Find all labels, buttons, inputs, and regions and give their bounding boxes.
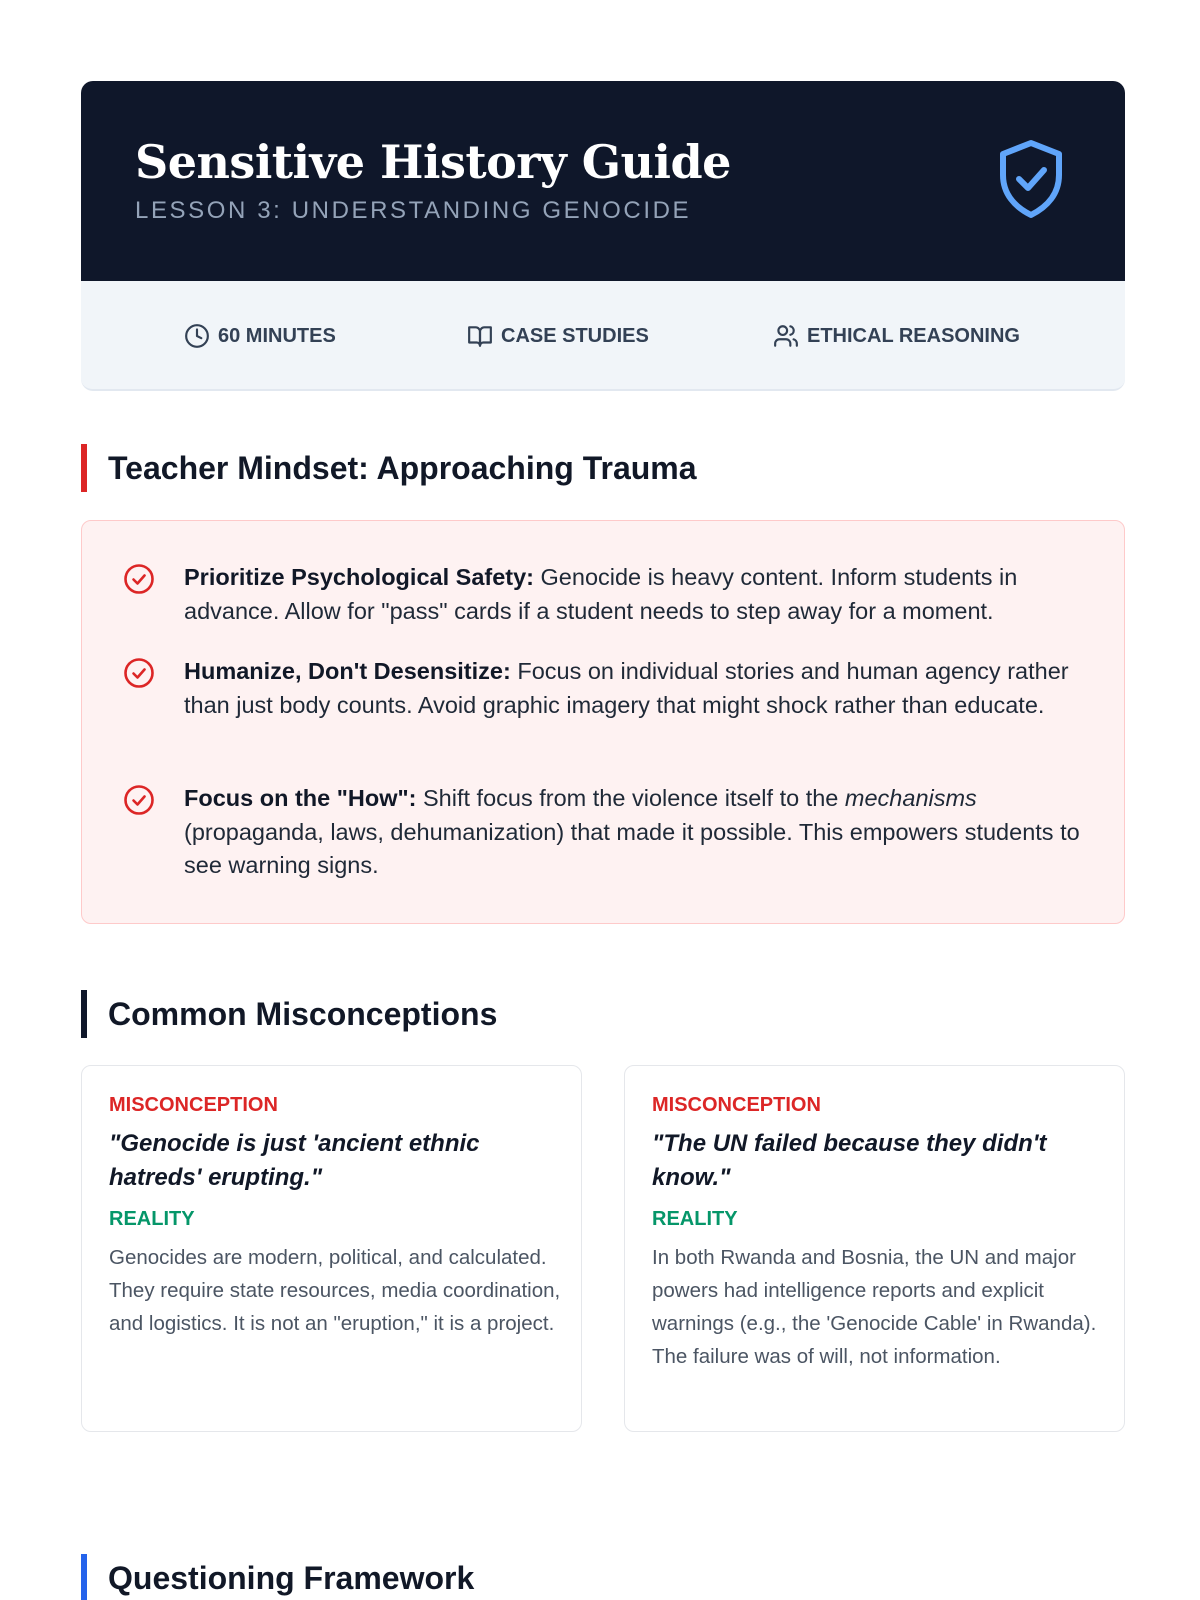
clock-icon bbox=[184, 323, 210, 349]
check-circle-icon bbox=[123, 784, 155, 816]
mindset-item-title: Prioritize Psychological Safety: bbox=[184, 564, 534, 590]
lesson-header bbox=[81, 81, 1125, 281]
reality-text: Genocides are modern, political, and calculated. They require state resources, media coordination, and logistics. It is not an "eruption," it is a project. bbox=[109, 1246, 561, 1335]
meta-duration-label: 60 MINUTES bbox=[218, 324, 336, 347]
reality-label: REALITY bbox=[652, 1208, 738, 1230]
mindset-item-body: Focus on individual stories and human agency rather than just body counts. Avoid graphic imagery that might shock rather than educate. bbox=[184, 658, 1069, 718]
misconception-label: MISCONCEPTION bbox=[109, 1094, 278, 1116]
mindset-text bbox=[184, 561, 1084, 628]
meta-skill-label: ETHICAL REASONING bbox=[807, 324, 1020, 347]
meta-skill bbox=[773, 321, 1020, 351]
book-open-icon bbox=[467, 323, 493, 349]
check-circle-icon bbox=[123, 657, 155, 689]
teacher-mindset-box bbox=[81, 520, 1125, 924]
section-heading-misconceptions: Common Misconceptions bbox=[81, 990, 497, 1038]
users-icon bbox=[773, 323, 799, 349]
misconception-quote: "The UN failed because they didn't know." bbox=[652, 1130, 1047, 1191]
misconception-label: MISCONCEPTION bbox=[652, 1094, 821, 1116]
mindset-text bbox=[184, 655, 1084, 722]
mindset-item-body: (propaganda, laws, dehumanization) that made it possible. This empowers students to see warning signs. bbox=[184, 818, 1080, 878]
shield-check-icon bbox=[995, 139, 1067, 219]
mindset-item-emphasis: mechanisms bbox=[844, 785, 977, 811]
lesson-meta-bar bbox=[81, 281, 1125, 391]
misconception-card bbox=[624, 1065, 1125, 1432]
section-heading-teacher-mindset: Teacher Mindset: Approaching Trauma bbox=[81, 444, 697, 492]
mindset-item-title: Focus on the "How": bbox=[184, 785, 417, 811]
meta-format bbox=[467, 321, 649, 351]
misconception-quote: "Genocide is just 'ancient ethnic hatreds' erupting." bbox=[109, 1130, 480, 1191]
meta-duration bbox=[184, 321, 336, 351]
reality-text: In both Rwanda and Bosnia, the UN and major powers had intelligence reports and explicit warnings (e.g., the 'Genocide Cable' in Rwanda). The failure was of will, not information. bbox=[652, 1246, 1097, 1368]
misconception-card bbox=[81, 1065, 582, 1432]
mindset-item-body: Shift focus from the violence itself to the bbox=[416, 785, 845, 811]
section-heading-questioning-framework: Questioning Framework bbox=[81, 1554, 474, 1600]
meta-format-label: CASE STUDIES bbox=[501, 324, 649, 347]
page-title: Sensitive History Guide bbox=[135, 135, 731, 189]
mindset-item-title: Humanize, Don't Desensitize: bbox=[184, 658, 511, 684]
reality-label: REALITY bbox=[109, 1208, 195, 1230]
mindset-item-body: Genocide is heavy content. Inform students in advance. Allow for "pass" cards if a student needs to step away for a moment. bbox=[184, 564, 1018, 624]
lesson-subtitle: LESSON 3: UNDERSTANDING GENOCIDE bbox=[135, 197, 692, 224]
check-circle-icon bbox=[123, 563, 155, 595]
mindset-text bbox=[184, 782, 1084, 883]
